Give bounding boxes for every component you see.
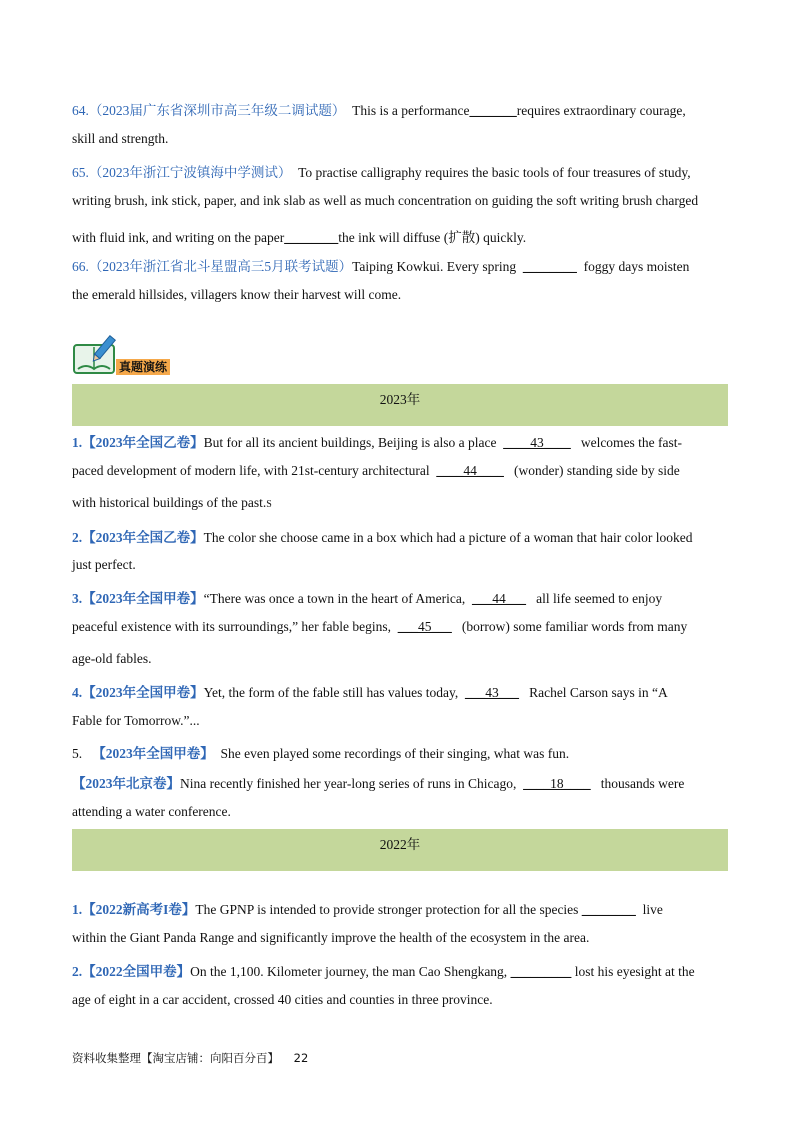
year-2022-title: 2022年 (379, 837, 421, 852)
year-2022-band (72, 829, 728, 871)
y2023-q2-line2: just perfect. (72, 557, 136, 572)
y2023-q3-line1: 3.【2023年全国甲卷】“There was once a town in the heart of America, ___44___ all life seemed to enjoy (72, 591, 663, 606)
year-2023-band (72, 384, 728, 426)
y2022-q1-blank: ________ (581, 902, 636, 917)
section-label: 真题演练 (116, 359, 170, 375)
q64-source: 64.（2023届广东省深圳市高三年级二调试题） (72, 103, 346, 118)
y2022-q2-blank: _________ (510, 964, 572, 979)
notebook-pencil-icon (72, 335, 120, 375)
y2023-q5-source: 【2023年全国甲卷】 (92, 746, 214, 761)
q65-line1: 65.（2023年浙江宁波镇海中学测试） To practise calligraphy requires the basic tools of four treasures of study, (72, 165, 691, 180)
y2023-q1-line1: 1.【2023年全国乙卷】But for all its ancient buildings, Beijing is also a place ____43____ welcomes the fast- (72, 435, 683, 450)
year-2023-title: 2023年 (379, 392, 421, 407)
y2022-q1-line2: within the Giant Panda Range and significantly improve the health of the ecosystem in the area. (72, 930, 590, 945)
footer-text: 资料收集整理【淘宝店铺：向阳百分百】 (72, 1051, 279, 1065)
q66-blank: ________ (522, 259, 577, 274)
page-number: 22 (293, 1051, 309, 1065)
y2022-q2-source: 2.【2022全国甲卷】 (72, 964, 191, 979)
y2023-q3-line3: age-old fables. (72, 651, 152, 666)
y2023-q1-blank44: ____44____ (436, 463, 504, 478)
y2023-q3-line2: peaceful existence with its surroundings,” her fable begins, ___45___ (borrow) some familiar words from many (72, 619, 688, 634)
q66-source: 66.（2023年浙江省北斗星盟高三5月联考试题） (72, 259, 353, 274)
q65-line2: writing brush, ink stick, paper, and ink slab as well as much concentration on guiding the soft writing brush charged (72, 193, 699, 208)
q65-source: 65.（2023年浙江宁波镇海中学测试） (72, 165, 292, 180)
y2023-qbj-blank18: ____18____ (523, 776, 591, 791)
y2023-q3-blank44: ___44___ (472, 591, 527, 606)
q66-line1: 66.（2023年浙江省北斗星盟高三5月联考试题）Taiping Kowkui. Every spring ________ foggy days moisten (72, 259, 690, 274)
y2023-q1-source: 1.【2023年全国乙卷】 (72, 435, 204, 450)
q64-blank: _______ (469, 103, 517, 118)
y2023-q4-source: 4.【2023年全国甲卷】 (72, 685, 204, 700)
y2022-q2-line2: age of eight in a car accident, crossed 40 cities and counties in three province. (72, 992, 493, 1007)
y2023-q1-line3: with historical buildings of the past.S (72, 495, 272, 510)
y2023-q1-blank43: ____43____ (503, 435, 571, 450)
y2023-q5-line1: 5. 【2023年全国甲卷】 She even played some recordings of their singing, what was fun. (72, 746, 570, 761)
y2023-q4-line1: 4.【2023年全国甲卷】Yet, the form of the fable still has values today, ___43___ Rachel Carson says in “A (72, 685, 668, 700)
y2022-q1-source: 1.【2022新高考I卷】 (72, 902, 196, 917)
y2023-q3-blank45: ___45___ (397, 619, 452, 634)
q64-line1: 64.（2023届广东省深圳市高三年级二调试题） This is a performance_______requires extraordinary courage, (72, 103, 686, 118)
y2023-qbj-line2: attending a water conference. (72, 804, 231, 819)
q66-line2: the emerald hillsides, villagers know their harvest will come. (72, 287, 402, 302)
y2023-q4-line2: Fable for Tomorrow.”... (72, 713, 200, 728)
y2022-q2-line1: 2.【2022全国甲卷】On the 1,100. Kilometer journey, the man Cao Shengkang, _________ lost his eyesight at the (72, 964, 695, 979)
y2023-q5-number: 5. (72, 746, 83, 761)
y2022-q1-line1: 1.【2022新高考I卷】The GPNP is intended to provide stronger protection for all the species ________ live (72, 902, 663, 917)
q64-line2: skill and strength. (72, 131, 169, 146)
y2023-qbj-source: 【2023年北京卷】 (72, 776, 180, 791)
y2023-q3-source: 3.【2023年全国甲卷】 (72, 591, 204, 606)
y2023-q1-line2: paced development of modern life, with 21st-century architectural ____44____ (wonder) standing side by side (72, 463, 680, 478)
y2023-q2-source: 2.【2023年全国乙卷】 (72, 530, 204, 545)
q65-blank: ________ (284, 230, 339, 245)
q65-line3: with fluid ink, and writing on the paper________the ink will diffuse (扩散) quickly. (72, 230, 527, 245)
y2023-q4-blank43: ___43___ (464, 685, 519, 700)
page-footer (72, 1050, 308, 1066)
y2023-q2-line1: 2.【2023年全国乙卷】The color she choose came in a box which had a picture of a woman that hair color looked (72, 530, 693, 545)
y2023-qbj-line1: 【2023年北京卷】Nina recently finished her year-long series of runs in Chicago, ____18____ thousands were (72, 776, 685, 791)
